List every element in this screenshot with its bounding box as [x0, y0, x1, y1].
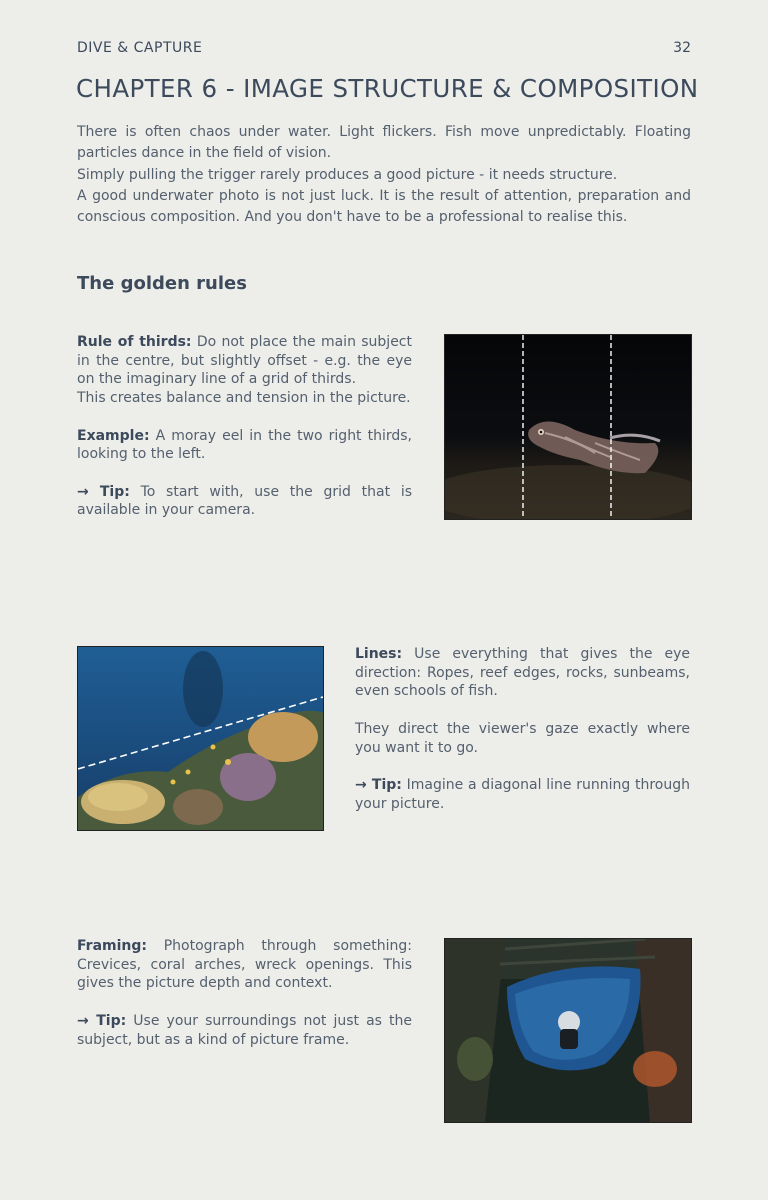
intro-paragraph: Simply pulling the trigger rarely produces a good picture - it needs structure.	[77, 166, 618, 183]
rule-description-2: They direct the viewer's gaze exactly where you want it to go.	[355, 720, 690, 756]
rule-label: Lines:	[355, 646, 403, 662]
intro-paragraph: There is often chaos under water. Light flickers. Fish move unpredictably. Floating particles dance in the field of vision.	[77, 124, 691, 162]
section-title: The golden rules	[77, 273, 247, 294]
tip-label: → Tip:	[77, 1012, 127, 1029]
rule-text: Do not place the main subject in the centre, but slightly offset - e.g. the eye on the imaginary line of a grid of thirds.	[77, 334, 412, 388]
tip-text: Use your surroundings not just as the subject, but as a kind of picture frame.	[77, 1012, 413, 1048]
chapter-title: CHAPTER 6 - IMAGE STRUCTURE & COMPOSITION	[76, 74, 699, 103]
wreck-frame-photo	[444, 938, 692, 1123]
intro-paragraph: A good underwater photo is not just luck. It is the result of attention, preparation and conscious composition. And you don't have to be a professional to realise this.	[77, 187, 691, 226]
moray-eel-photo	[444, 334, 692, 520]
example-text: A moray eel in the two right thirds, looking to the left.	[77, 427, 412, 463]
example-label: Example:	[77, 427, 150, 444]
rule-of-thirds-text	[77, 333, 412, 520]
reef-diagonal-photo	[77, 646, 324, 831]
rule-description	[77, 333, 412, 389]
rule-label: Rule of thirds:	[77, 334, 192, 350]
rule-text: Use everything that gives the eye direction: Ropes, reef edges, rocks, sunbeams, even schools of fish.	[355, 646, 690, 700]
tip-label: → Tip:	[355, 776, 402, 793]
rule-description-2: This creates balance and tension in the picture.	[77, 390, 411, 407]
tip-text: To start with, use the grid that is available in your camera.	[77, 483, 412, 519]
framing-text	[77, 937, 412, 1049]
intro-text	[77, 122, 691, 228]
rule-tip	[355, 776, 690, 813]
rule-text: Photograph through something: Crevices, coral arches, wreck openings. This gives the picture depth and context.	[77, 938, 412, 992]
lines-text	[355, 645, 690, 813]
rule-description	[355, 645, 690, 701]
book-title: DIVE & CAPTURE	[77, 40, 203, 56]
rule-tip	[77, 1012, 412, 1049]
rule-tip	[77, 483, 412, 520]
page-number: 32	[673, 40, 691, 56]
rule-example	[77, 427, 412, 464]
rule-description	[77, 937, 412, 993]
rule-label: Framing:	[77, 938, 147, 954]
tip-text: Imagine a diagonal line running through your picture.	[355, 776, 690, 812]
tip-label: → Tip:	[77, 483, 130, 500]
